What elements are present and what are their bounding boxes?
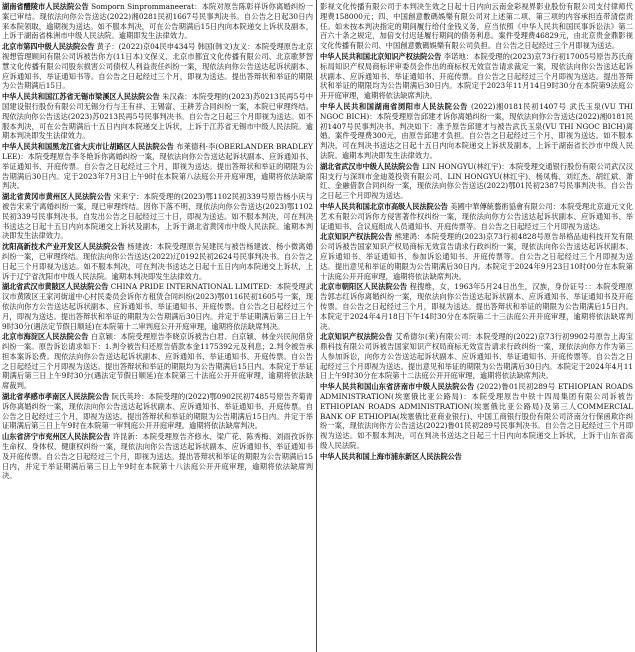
- notice-title: 中华人民共和国江苏省无锡市梁溪区人民法院公告: [2, 92, 160, 102]
- notice-title: 山东省济宁市兖州区人民法院公告: [2, 432, 111, 442]
- notice-body: 艾希德尔(莱)有限公司：本院受理的(2022)京73行初9902号原告上海宝鼎科技有限公司诉被告国家知识产权局商标无效宣告请求行政纠纷一案，现依法向你方作为第三人参加诉讼，向你方公告送达起诉状副本、应诉通知书、举证通知书、开庭传票等。自公告之日起经过三个月即视为送达。提出意见和举证的期限为公告期满后30日内。本院定于2024年4月11日上午9时30分在本院第十二法庭公开开庭审理，逾期将依法缺席判决。: [320, 332, 633, 381]
- notice: [2, 92, 313, 141]
- column-divider: [316, 0, 317, 652]
- notice: [2, 392, 313, 431]
- notice-title: 沈阳高新技术产业开发区人民法院公告: [2, 242, 125, 252]
- notice-title: 北京市朝阳区人民法院公告: [320, 282, 408, 292]
- notice-title: 北京市海淀区人民法院公告: [2, 332, 89, 342]
- notice: [320, 2, 633, 51]
- notice: [320, 332, 633, 381]
- notice-title: 中华人民共和国黑龙江省大庆市让胡路区人民法院公告: [2, 142, 174, 152]
- notice: [320, 52, 633, 101]
- notice-body: LIN HONGYU(林红宇)：本院受理交通银行股份有限公司武汉汉阳支行与深圳市金迪菱投资有限公司、LIN HONGYU(林红宇)、杨凤梅、刘红杰、胡红斌、萧红、金融借款合同纠纷一案，现依法向你公告送达(2022)鄂01民初2387号民事判决书。自公告之日起三个月即视为送达。: [320, 161, 633, 201]
- notice-title: 中华人民共和国上海市浦东新区人民法院公告: [320, 451, 462, 461]
- notice-body: 黄子：(2022)京04民申434号 韩国(韩文)友义：本院受理原告北京视想管理顾问有限公司诉被告你方(11日本)文保义、北京市都宜文化传播有限公司、北京歌梦智慧文化传播有限公司股东损害公司债权人利益责任纠纷一案，现依法向你公告送达起诉状副本、应诉通知书、举证通知书等。自公告之日起经过三个月，即视为送达。提出答辩状和举证的期限为公告期满后15日。: [2, 42, 313, 91]
- notice: [320, 282, 633, 331]
- notice-title: 北京知识产权法院公告: [320, 332, 393, 342]
- notice-title: 湖南省醴陵市人民法院公告: [2, 2, 89, 11]
- notice-body: 阮氏英玲：本院受理的(2022)鄂0902民初7485号原告齐菊青诉你离婚纠纷一案，现依法向你公告送达起诉状副本、应诉通知书、举证通知书、开庭传票。自公告之日起经过三个月，即视为送达。提出答辩状和举证的期限为公告期满后15日内。并定于举证期满后第三日上午9时在本院第一审判庭公开开庭审理。逾期将依法缺席判决。: [2, 392, 313, 431]
- notice-body: 影视文化传播有限公司于本判决生效之日起十日内向云南金彩视界影业股份有限公司支付律师代理费158000元；四、中国創意數碼娛樂有限公司对上述第二项、第三项的内容承担连带清偿责任。如未按本判决指定的期间履行给付金钱义务，应当依照《中华人民共和国民事诉讼法》第二百六十条之规定，加倍支付迟延履行期间的债务利息。案件受理费46829元，由北京贵金鼎影视文化传播有限公司、中国創意數碼娛樂有限公司负担。自公告之日起经过三个月即视为送达。: [320, 2, 633, 51]
- notice-body: CHINA PRIDE INTERNATIONAL LIMITED：本院受理武汉市黄陂区王家河街道中心村民委员会诉你方租赁合同纠纷(2023)鄂0116民初1605号一案，现依法向你方公告送达起诉状副本、应诉通知书、举证通知书、开庭传票。自公告之日起经过三个月，即视为送达。提出答辩状和举证的期限为公告期满后30日内。并定于举证期满后第三日上午9时30分(遇法定节假日顺延)在本院第十二审判庭公开开庭审理，逾期将依法缺席判决。: [2, 282, 313, 331]
- notice-body: (2022)鲁01民初289号 ETHIOPIAN ROADS ADMINISTRATION(埃塞俄比亚公路局)：本院受理原告中铁十四局集团有限公司诉被告ETHIOPIAN ROADS ADMINISTRATION(埃塞俄比亚公路局)及第三人COMMERCIAL BANK OF ETHIOPIA(埃塞俄比亚商业银行)、中国工商银行股份有限公司济南分行保函欺诈纠纷一案，现依法向你方公告送达(2022)鲁01民初289号民事判决书。自公告之日起经过三个月即视为送达。如不服本判决，可在判决书送达之日起三十日内向本院递交上诉状，上诉于山东省高级人民法院。: [320, 382, 633, 451]
- notice-title: 北京知识产权法院公告: [320, 232, 393, 242]
- notice-title: 中华人民共和国北京知识产权法院公告: [320, 51, 442, 61]
- notice-title: 中华人民共和国山东省济南市中级人民法院公告: [320, 382, 475, 392]
- notice-body: 布莱德利·李(OBERLANDER BRADLEY LEE)：本院受理原告李冬艳诉你离婚纠纷一案，现依法向你公告送达起诉状副本、应诉通知书、举证通知书、开庭传票。自公告之日起经过三个月，即视为送达。提出答辩状和举证的期限为公告期满后30日内。定于2023年7月3日上午9时在本院第八法庭公开开庭审理，逾期将依法缺席判决。: [2, 142, 313, 191]
- notice: [2, 282, 313, 331]
- notice-title: 湖北省武汉市中级人民法院公告: [320, 161, 420, 171]
- notice: [2, 242, 313, 281]
- notice-body: 熊建鸿：本院受理的(2023)京73行初4828号原告昂格品迪科技开发有限公司诉被告国家知识产权局商标无效宣告请求行政纠纷一案，现依法向你公告送达起诉状副本、应诉通知书、举证通知书、参加诉讼通知书、开庭传票等。自公告之日起经过三个月即视为送达。提出意见和举证的期限为公告期满后30日内。本院定于2024年9月23日10时00分在本院第十法庭公开开庭审理，逾期将依法缺席判决。: [320, 232, 633, 281]
- notice: [320, 162, 633, 201]
- notice: [320, 232, 633, 281]
- notice-body: 白京颖：本院受理原告李晓京诉被告白君、白京颖、林金兴民间借贷纠纷一案。原告诉讼请求如下：1.判令被告归还原告借款本金1175392元及利息；2.判令被告承担本案诉讼费。现依法向你公告送达起诉状副本、应诉通知书、举证通知书、开庭传票。自公告之日起经过三个月即视为送达。提出答辩状和举证的期限均为公告期满后15日内。本院定于举证期满后第三日上午9时30分(遇法定节假日顺延)在本院第三十法庭公开开庭审理，逾期将依法缺席裁判。: [2, 332, 313, 391]
- notice: [320, 382, 633, 451]
- notice: [2, 432, 313, 481]
- notice-body: 杨建波：本院受理原告吴建民与被告杨建波、杨小微离婚纠纷一案，已审理终结。现依法向你公告送达(2022)辽0192民初2624号民事判决书。自公告之日起三个月即视为送达。如不服本判决，可在判决书送达之日起十五日内向本院递交上诉状，上诉于辽宁省沈阳市中级人民法院。逾期本判决即发生法律效力。: [2, 242, 313, 281]
- notice-title: 北京市第四中级人民法院公告: [2, 42, 95, 52]
- right-column: [320, 2, 633, 652]
- notice-body: 朱汉森：本院受理的(2023)苏0213民再5号中国建设银行股份有限公司无锡分行与王有祥、王锡富、王耕芳合同纠纷一案，本院已审理终结。现依法向你公告送达(2023)苏0213民再5号民事判决书。自公告之日起三个月即视为送达。如不服本判决，可在公告期满后十五日内向本院递交上诉状，上诉于江苏省无锡市中级人民法院。逾期本判决即发生法律效力。: [2, 92, 313, 141]
- notice-body: 程搜维，女，1963年5月24日出生，汉族，身份证号：：本院受理原告郭志红诉你离婚纠纷一案，现依法向你公告送达起诉状副本、应诉通知书、举证通知书及开庭传票。自公告之日起经过三个月，即视为送达。提出答辩状和举证的期限为公告期满后15日内。本院定于2024年4月18日下午14时30分在本院第二十三法庭公开开庭审理，逾期将依法缺席判决。: [320, 282, 633, 331]
- notice-title: 中华人民共和国湖南省浏阳市人民法院公告: [320, 101, 469, 111]
- notice-title: 湖北省武汉市黄陂区人民法院公告: [2, 282, 109, 292]
- notice-body: 李诺地：本院受理的(2023)京73行初17005号原告苏氏商标局知识产权局商标评审委员会作出的商标权无效宣告请求裁定一案，现依法向你公告送达起诉状副本、应诉通知书、举证通知书、开庭传票。自公告之日起经过三个月即视为送达。提出答辩状和举证的期限均为公告期满后30日内。本院定于2023年11月14日9时30分在本院第9法庭公开开庭审理，逾期将依法缺席判决。: [320, 51, 633, 101]
- notice-body: 许昆新：本院受理原告齐修水、梁广花、陈秀梅、刘雨孜诉你生命权、身体权、健康权纠纷一案，现依法向你公告送达起诉状副本、应诉通知书、举证通知书及开庭传票。自公告之日起经过三个月，即视为送达。提出答辩状和举证的期限为公告期满后15日内，并定于举证期满后第三日上午9时在本院第十八法庭公开开庭审理，逾期将依法缺席判决。: [2, 432, 313, 481]
- notice-body: (2022)湘0181民初1407号 武氏玉泉(VU THI NGOC BICH)：本院受理原告邱建才诉你离婚纠纷一案，现依法向你公告送达(2022)湘0181民初1407号民事判决书。判决如下：准予原告邱建才与被告武氏玉泉(VU THI NGOC BICH)离婚。案件受理费300元，由原告邱建才负担。自公告之日起经过三个月，即视为送达。如不服本判决，可在判决书送达之日起十五日内向本院递交上诉状及副本，上诉于湖南省长沙市中级人民法院。逾期本判决即发生法律效力。: [320, 101, 633, 160]
- notice-body: Somporn Sinprommaneerat：本院对原告陈彰祥诉你离婚纠纷一案已审结。现依法向你公告送达(2022)湘0281民初1667号民事判决书。自公告之日起30日内来本院领取，逾期视为送达。如不服本判决，可在公告期满后15日内向本院递交上诉状及副本，上诉于湖南省株洲市中级人民法院。逾期即发生法律效力。: [2, 2, 313, 41]
- left-column: [2, 2, 313, 652]
- notice: [320, 102, 633, 161]
- notice: [2, 192, 313, 241]
- notice: [320, 452, 633, 462]
- notice-body: 美國中華傳統藝術協會有限公司：本院受理北京道元文化艺术有限公司诉你方侵害著作权纠纷一案，现依法向你方公告送达起诉状副本、应诉通知书、举证通知书、合议庭组成人员通知书、开庭传票等。自公告之日起经过三个月即视为送达。: [320, 201, 633, 231]
- notice-title: 中华人民共和国北京市高级人民法院公告: [320, 201, 448, 211]
- notice: [2, 42, 313, 91]
- notice-title: 湖北省黄冈市黄州区人民法院公告: [2, 192, 112, 202]
- notice-title: 湖北省孝感市孝南区人民法院公告: [2, 392, 110, 402]
- notice: [2, 332, 313, 391]
- notice: [2, 142, 313, 191]
- notice-body: 宋来宁：本院受理的(2023)鄂1102民初339号原告杨小庆与被告宋来宁离婚纠纷一案，现已审理终结。因你下落不明，现依法向你公告送达(2023)鄂1102民初339号民事判决书。自发出公告之日起经过三十日，即视为送达。如不服本判决，可在判决书送达之日起十五日内向本院递交上诉状及副本，上诉于湖北省黄冈市中级人民法院。逾期本判决即发生法律效力。: [2, 192, 313, 241]
- notice: [320, 202, 633, 231]
- notice: [2, 2, 313, 41]
